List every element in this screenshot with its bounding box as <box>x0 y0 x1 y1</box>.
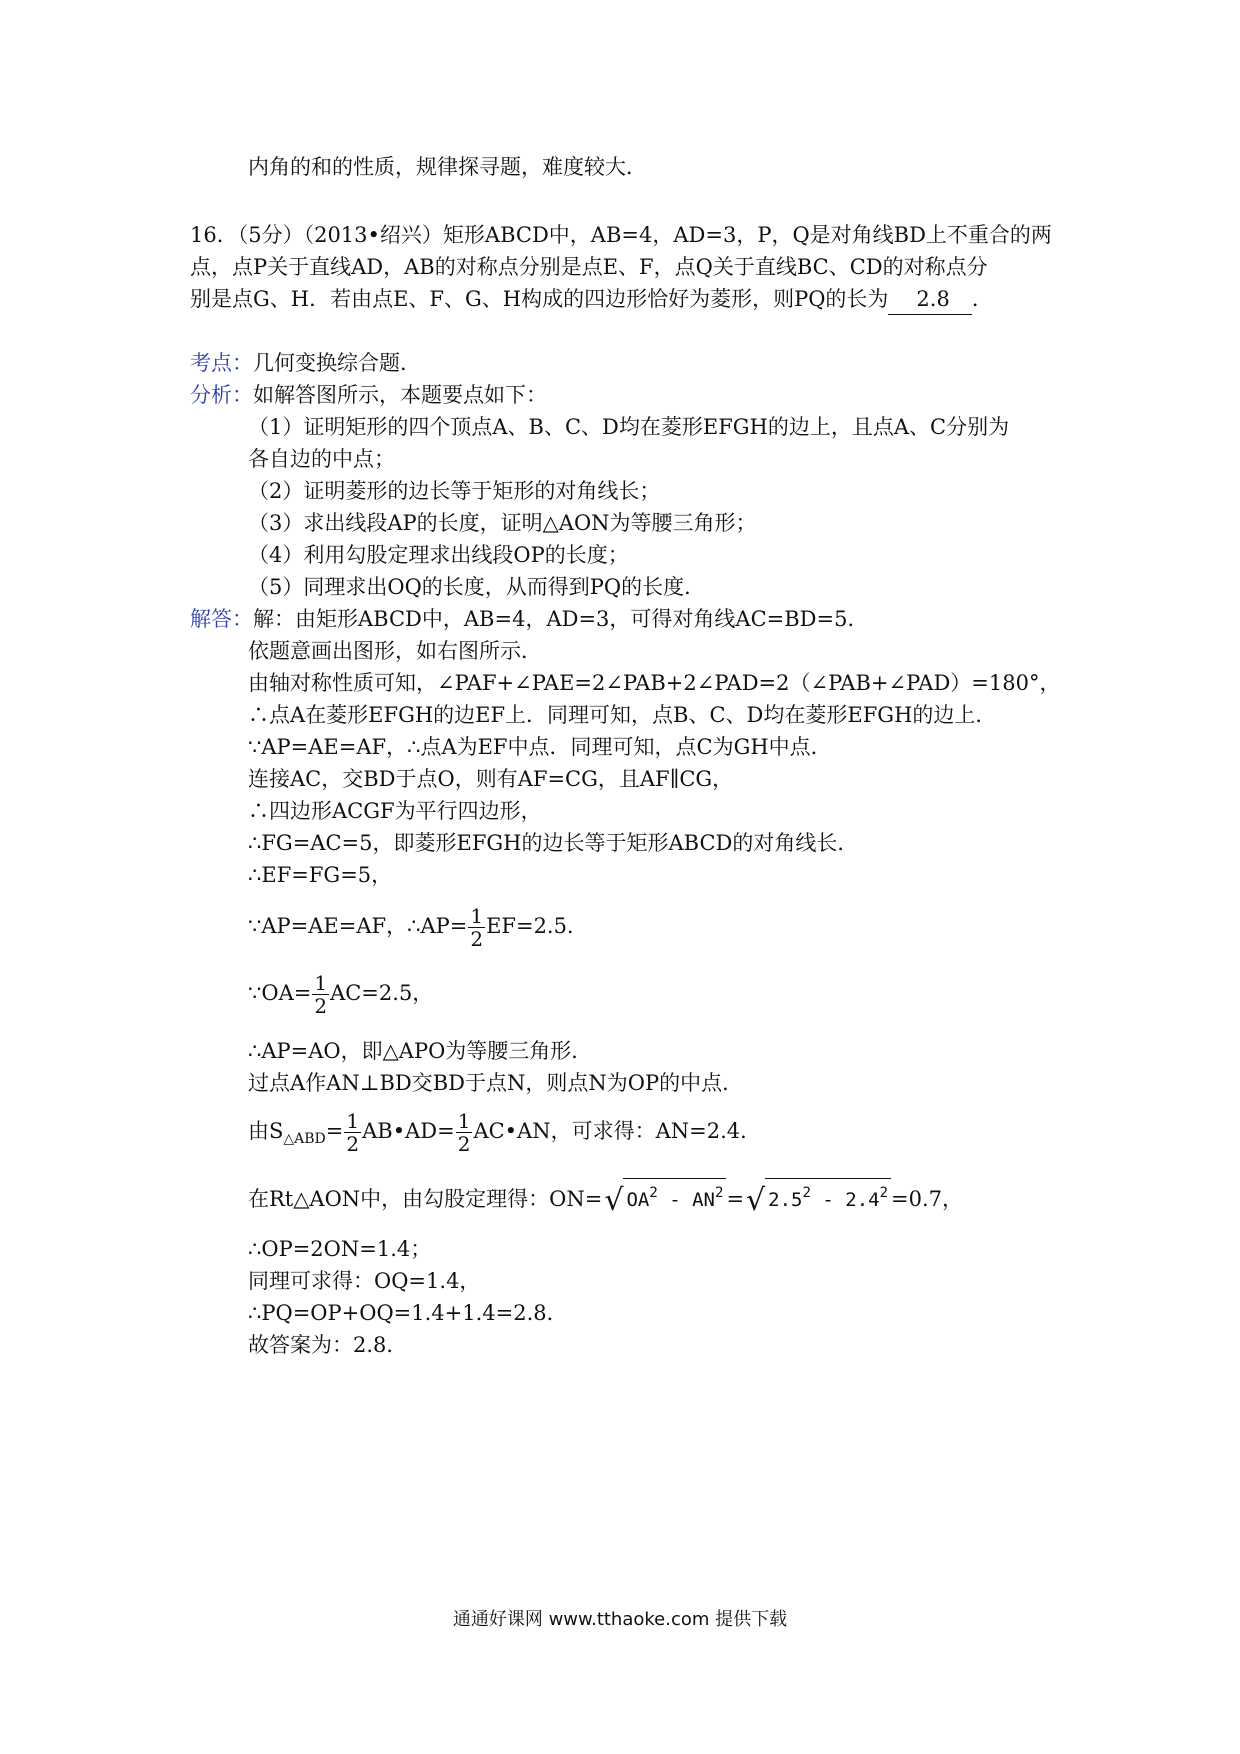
solution-line: 由轴对称性质可知，∠PAF+∠PAE=2∠PAB+2∠PAD=2（∠PAB+∠PAD）=180°， <box>248 671 1061 695</box>
sqrt-sign: √ <box>746 1183 766 1218</box>
analysis-point: （1）证明矩形的四个顶点A、B、C、D均在菱形EFGH的边上，且点A、C分别为 <box>248 415 1010 439</box>
problem-line-2: 点，点P关于直线AD，AB的对称点分别是点E、F，点Q关于直线BC、CD的对称点分 <box>190 255 988 279</box>
solution-line: ∴FG=AC=5，即菱形EFGH的边长等于矩形ABCD的对角线长． <box>248 831 859 855</box>
analysis-point: 各自边的中点； <box>248 447 395 471</box>
jieda-label: 解答： <box>190 607 253 631</box>
solution-line: ∴点A在菱形EFGH的边EF上．同理可知，点B、C、D均在菱形EFGH的边上． <box>248 703 997 727</box>
radicand: $2.5^2 - 2.4^2$ <box>765 1178 891 1212</box>
fraction-half: $\frac{1}{2}$ <box>457 1109 471 1156</box>
solution-line: 同理可求得：OQ=1.4， <box>248 1269 481 1293</box>
solution-line: 依题意画出图形，如右图所示． <box>248 639 542 663</box>
fraction-half: $\frac{1}{2}$ <box>346 1109 360 1156</box>
solution-line: ∴四边形ACGF为平行四边形， <box>248 799 542 823</box>
answer-blank: 2.8 <box>888 284 971 315</box>
analysis-point: （2）证明菱形的边长等于矩形的对角线长； <box>248 479 661 503</box>
jieda-line: 解答：解：由矩形ABCD中，AB=4，AD=3，可得对角线AC=BD=5． <box>190 607 869 631</box>
sqrt-sign: √ <box>604 1183 624 1218</box>
final-answer-line: 故答案为：2.8． <box>248 1333 408 1357</box>
solution-line: ∵AP=AE=AF，∴点A为EF中点．同理可知，点C为GH中点． <box>248 735 832 759</box>
kaodian-label: 考点： <box>190 351 253 375</box>
solution-line: ∴EF=FG=5， <box>248 863 393 887</box>
analysis-point: （5）同理求出OQ的长度，从而得到PQ的长度． <box>248 575 706 599</box>
analysis-point: （3）求出线段AP的长度，证明△AON为等腰三角形； <box>248 511 757 535</box>
solution-line-area: 由$S_{\triangle ABD}=$ $\frac{1}{2}$ AB•AD= $\frac{1}{2}$ AC•AN，可求得：AN=2.4． <box>248 1109 762 1156</box>
kaodian-line: 考点：几何变换综合题． <box>190 351 421 375</box>
footer-source: 通通好课网 www.tthaoke.com 提供下载 <box>452 1609 788 1630</box>
solution-line-pythagoras: 在Rt△AON中，由勾股定理得：ON=√ $OA^2 - AN^2$ =√ $2.5^2 - 2.4^2 =0.7$， <box>248 1178 963 1216</box>
previous-answer-tail: 内角的和的性质，规律探寻题，难度较大． <box>248 155 647 179</box>
fraction-half: $\frac{1}{2}$ <box>470 904 484 951</box>
solution-line: 连接AC，交BD于点O，则有AF=CG，且AF∥CG， <box>248 767 734 791</box>
fraction-half: $\frac{1}{2}$ <box>314 971 328 1018</box>
analysis-point: （4）利用勾股定理求出线段OP的长度； <box>248 543 629 567</box>
problem-line-1: 16．（5分）（2013•绍兴）矩形ABCD中，AB=4，AD=3，P，Q是对角线BD上不重合的两 <box>190 223 1052 247</box>
solution-line-oa: ∵OA= $\frac{1}{2}$ AC=2.5， <box>248 971 434 1018</box>
fenxi-line: 分析：如解答图所示，本题要点如下： <box>190 383 547 407</box>
problem-line-3: 别是点G、H．若由点E、F、G、H构成的四边形恰好为菱形，则PQ的长为 2.8 ． <box>190 284 993 315</box>
radicand: $OA^2 - AN^2$ <box>623 1178 726 1212</box>
solution-line: ∴OP=2ON=1.4； <box>248 1237 432 1261</box>
solution-line: 过点A作AN⊥BD交BD于点N，则点N为OP的中点． <box>248 1071 744 1095</box>
fenxi-label: 分析： <box>190 383 253 407</box>
solution-line: ∴PQ=OP+OQ=1.4+1.4=2.8． <box>248 1301 568 1325</box>
solution-line-ap: ∵AP=AE=AF，∴AP= $\frac{1}{2}$ EF=2.5． <box>248 904 588 951</box>
solution-line: ∴AP=AO，即△APO为等腰三角形． <box>248 1039 593 1063</box>
